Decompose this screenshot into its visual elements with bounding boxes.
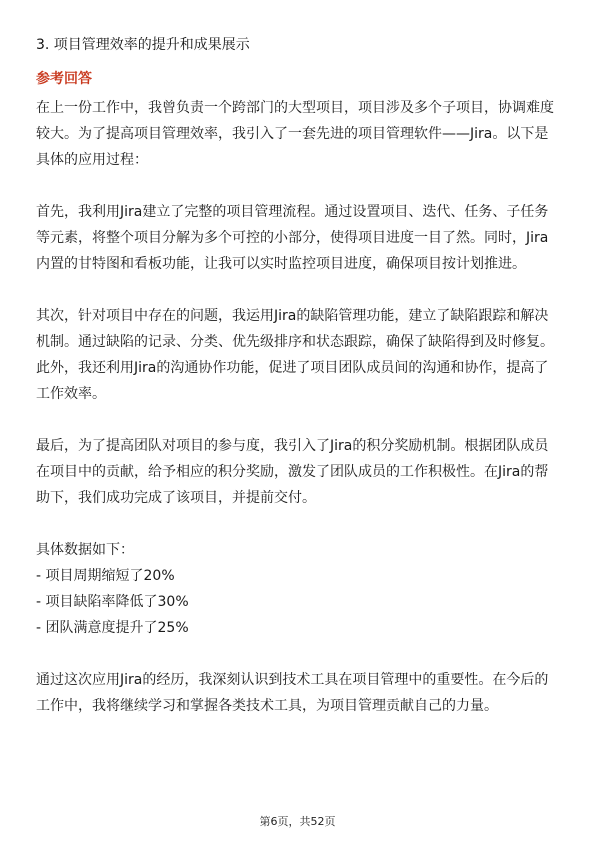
reference-answer-label: 参考回答 <box>36 71 92 87</box>
list-item: - 项目缺陷率降低了30% <box>36 594 189 610</box>
data-summary-title: 具体数据如下： <box>36 542 134 558</box>
paragraph-last: 最后，为了提高团队对项目的参与度，我引入了Jira的积分奖励机制。根据团队成员在项目中的贡献，给予相应的积分奖励，激发了团队成员的工作积极性。在Jira的帮助下，我们成功完成了该项目，并提前交付。 <box>36 438 549 506</box>
paragraph-second: 其次，针对项目中存在的问题，我运用Jira的缺陷管理功能，建立了缺陷跟踪和解决机制。通过缺陷的记录、分类、优先级排序和状态跟踪，确保了缺陷得到及时修复。此外，我还利用Jira的沟通协作功能，促进了项目团队成员间的沟通和协作，提高了工作效率。 <box>36 308 554 402</box>
paragraph-intro: 在上一份工作中，我曾负责一个跨部门的大型项目，项目涉及多个子项目，协调难度较大。为了提高项目管理效率，我引入了一套先进的项目管理软件——Jira。以下是具体的应用过程： <box>36 100 554 168</box>
answer-content <box>36 95 559 719</box>
paragraph-conclusion: 通过这次应用Jira的经历，我深刻认识到技术工具在项目管理中的重要性。在今后的工作中，我将继续学习和掌握各类技术工具，为项目管理贡献自己的力量。 <box>36 672 549 714</box>
section-heading: 3. 项目管理效率的提升和成果展示 <box>36 37 250 53</box>
list-item: - 团队满意度提升了25% <box>36 620 189 636</box>
data-summary <box>36 537 559 641</box>
list-item: - 项目周期缩短了20% <box>36 568 175 584</box>
page-number-footer: 第6页，共52页 <box>259 815 336 828</box>
data-summary-list <box>36 563 559 641</box>
paragraph-first: 首先，我利用Jira建立了完整的项目管理流程。通过设置项目、迭代、任务、子任务等元素，将整个项目分解为多个可控的小部分，使得项目进度一目了然。同时，Jira内置的甘特图和看板功能，让我可以实时监控项目进度，确保项目按计划推进。 <box>36 204 549 272</box>
